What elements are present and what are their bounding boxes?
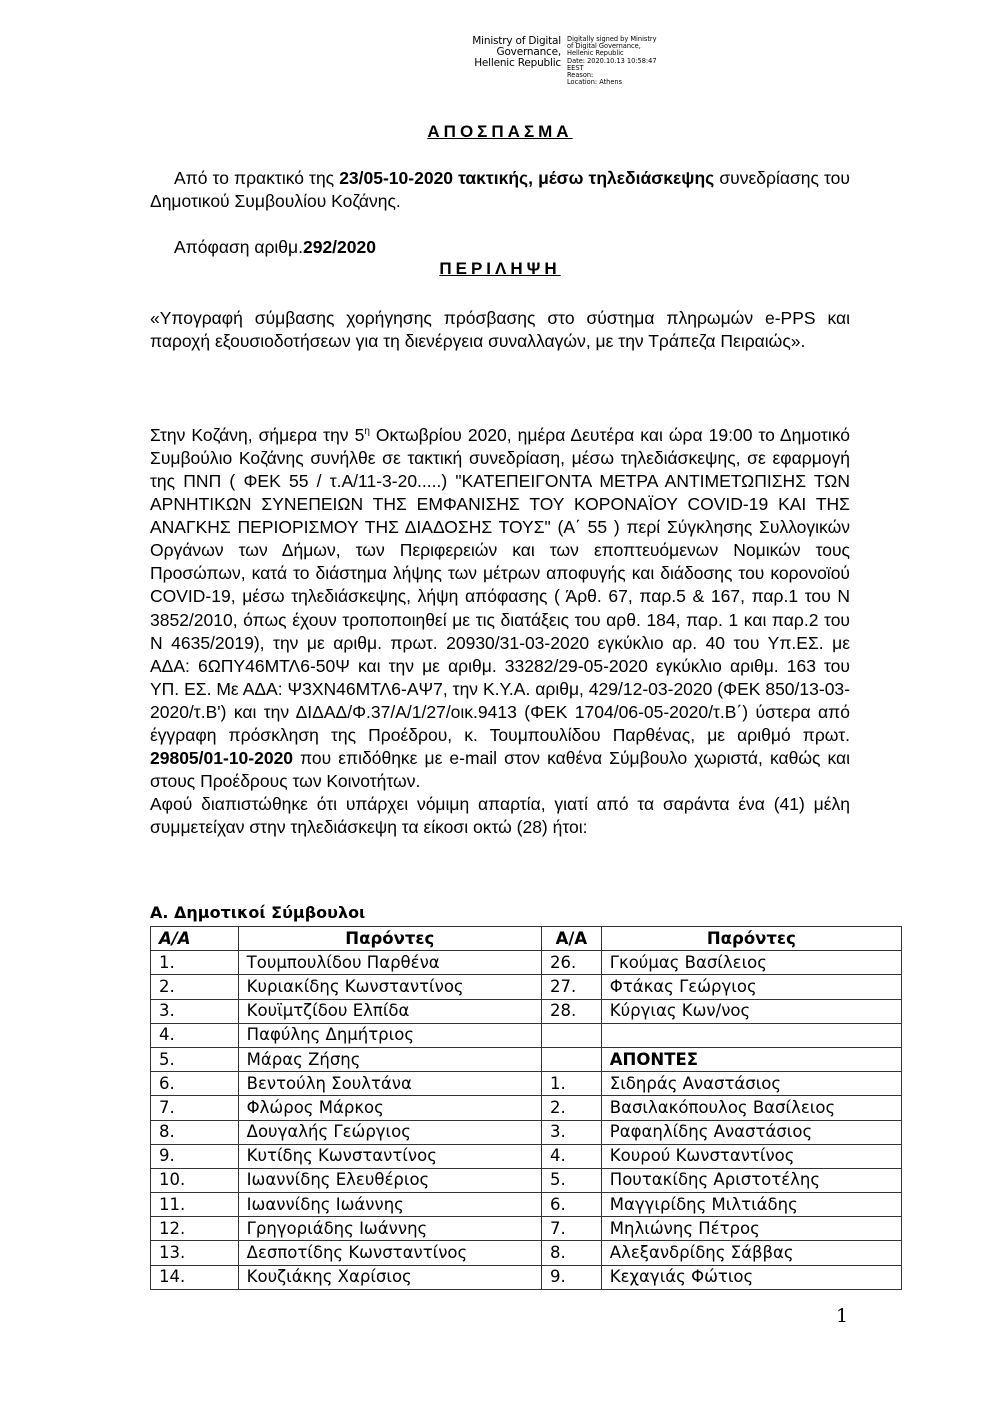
table-row — [151, 1023, 902, 1047]
header-present-left: Παρόντες — [238, 927, 541, 951]
signature-organization: Ministry of Digital Governance, Hellenic Republic — [472, 35, 561, 69]
row-number-left: 1. — [151, 951, 239, 975]
row-number-left: 4. — [151, 1023, 239, 1047]
member-name-present: Κυτίδης Κωνσταντίνος — [238, 1144, 541, 1168]
table-row — [151, 1217, 902, 1241]
body-paragraph: Στην Κοζάνη, σήμερα την $5^\eta$ Οκτωβρίου 2020, ημέρα Δευτέρα και ώρα 19:00 το Δημοτικό Συμβούλιο Κοζάνης συνήλθε σε τακτική συνεδρίαση, μέσω τηλεδιάσκεψης, σε εφαρμογή της ΠΝΠ ( ΦΕΚ 55 / τ.Α/11-3-20.....) "ΚΑΤΕΠΕΙΓΟΝΤΑ ΜΕΤΡΑ ΑΝΤΙΜΕΤΩΠΙΣΗΣ ΤΩΝ ΑΡΝΗΤΙΚΩΝ ΣΥΝΕΠΕΙΩΝ ΤΗΣ ΕΜΦΑΝΙΣΗΣ ΤΟΥ ΚΟΡΟΝΑΪΟΥ COVID-19 ΚΑΙ ΤΗΣ ΑΝΑΓΚΗΣ ΠΕΡΙΟΡΙΣΜΟΥ ΤΗΣ ΔΙΑΔΟΣΗΣ ΤΟΥΣ" (Α΄ 55 ) περί Σύγκλησης Συλλογικών Οργάνων των Δήμων, των Περιφερειών και των εποπτευόμενων Νομικών τους Προσώπων, κατά το διάστημα λήψης των μέτρων αποφυγής και διάδοσης του κορονοϊού COVID-19, μέσω τηλεδιάσκεψης, λήψη απόφασης ( Άρθ. 67, παρ.5 & 167, παρ.1 του Ν 3852/2010, όπως έχουν τροποποιηθεί με τις διατάξεις του αρθ. 184, παρ. 1 και παρ.2 του Ν 4635/2019), την με αριθμ. πρωτ. 20930/31-03-2020 εγκύκλιο αρ. 40 του Υπ.ΕΣ. με ΑΔΑ: 6ΩΠΥ46ΜΤΛ6-50Ψ και την με αριθμ. 33282/29-05-2020 εγκύκλιο αριθμ. 163 του ΥΠ. ΕΣ. Με ΑΔΑ: Ψ3ΧΝ46ΜΤΛ6-ΑΨ7, την Κ.Υ.Α. αριθμ, 429/12-03-2020 (ΦΕΚ 850/13-03-2020/τ.Β') και την ΔΙΔΑΔ/Φ.37/Α/1/27/οικ.9413 (ΦΕΚ 1704/06-05-2020/τ.Β΄) ύστερα από έγγραφη πρόσκληση της Προέδρου, κ. Τουμπουλίδου Παρθένας, με αριθμό πρωτ. 29805/01-10-2020 που επιδόθηκε με e-mail στον καθένα Σύμβουλο χωριστά, καθώς και στους Προέδρους των Κοινοτήτων. Αφού διαπιστώθηκε ότι υπάρχει νόμιμη απαρτία, γιατί από τα σαράντα ένα (41) μέλη συμμετείχαν στην τηλεδιάσκεψη τα είκοσι οκτώ (28) ήτοι: — [150, 424, 850, 838]
absent-heading: ΑΠΟΝΤΕΣ — [601, 1047, 901, 1071]
row-number-left: 9. — [151, 1144, 239, 1168]
row-number-right: 6. — [541, 1193, 601, 1217]
member-name-right: Κεχαγιάς Φώτιος — [601, 1265, 901, 1289]
document-heading: ΑΠΟΣΠΑΣΜΑ — [427, 122, 573, 141]
row-number-right: 3. — [541, 1120, 601, 1144]
member-name-present: Μάρας Ζήσης — [238, 1047, 541, 1071]
member-name-present: Δουγαλής Γεώργιος — [238, 1120, 541, 1144]
member-name-present: Παφύλης Δημήτριος — [238, 1023, 541, 1047]
row-number-left: 2. — [151, 975, 239, 999]
row-number-right: 28. — [541, 999, 601, 1023]
member-name-right: Κύργιας Κων/νος — [601, 999, 901, 1023]
member-name-present: Ιωαννίδης Ελευθέριος — [238, 1168, 541, 1192]
member-name-right: Γκούμας Βασίλειος — [601, 951, 901, 975]
row-number-right: 27. — [541, 975, 601, 999]
row-number-right — [541, 1023, 601, 1047]
meeting-reference: 23/05-10-2020 τακτικής, μέσω τηλεδιάσκεψης — [339, 168, 715, 188]
decision-number: Απόφαση αριθμ.292/2020 — [174, 237, 376, 257]
member-name-present: Γρηγοριάδης Ιωάννης — [238, 1217, 541, 1241]
member-name-present: Κουζιάκης Χαρίσιος — [238, 1265, 541, 1289]
table-row — [151, 1265, 902, 1289]
members-table — [150, 926, 902, 1290]
table-row — [151, 1047, 902, 1071]
table-header-row — [151, 927, 902, 951]
row-number-right — [541, 1047, 601, 1071]
member-name-right: Μαγγιρίδης Μιλτιάδης — [601, 1193, 901, 1217]
table-row — [151, 1144, 902, 1168]
member-name-present: Κυριακίδης Κωνσταντίνος — [238, 975, 541, 999]
row-number-left: 14. — [151, 1265, 239, 1289]
row-number-right: 1. — [541, 1072, 601, 1096]
row-number-left: 6. — [151, 1072, 239, 1096]
member-name-present: Κουϊμτζίδου Ελπίδα — [238, 999, 541, 1023]
table-row — [151, 1072, 902, 1096]
row-number-right: 9. — [541, 1265, 601, 1289]
member-name-right: Σιδηράς Αναστάσιος — [601, 1072, 901, 1096]
members-table-body — [151, 951, 902, 1290]
member-name-present: Τουμπουλίδου Παρθένα — [238, 951, 541, 975]
protocol-number: 29805/01-10-2020 — [150, 748, 294, 769]
row-number-left: 12. — [151, 1217, 239, 1241]
header-present-right: Παρόντες — [601, 927, 901, 951]
member-name-present: Βεντούλη Σουλτάνα — [238, 1072, 541, 1096]
signature-details: Digitally signed by Ministry of Digital Governance, Hellenic Republic Date: 2020.10.13 10:58:47 EEST Reason: Location: Athens — [567, 35, 657, 87]
members-section-title: Α. Δημοτικοί Σύμβουλοι — [150, 903, 366, 922]
row-number-left: 3. — [151, 999, 239, 1023]
row-number-right: 7. — [541, 1217, 601, 1241]
header-aa-left: Α/Α — [151, 927, 239, 951]
row-number-right: 8. — [541, 1241, 601, 1265]
row-number-left: 8. — [151, 1120, 239, 1144]
member-name-present: Δεσποτίδης Κωνσταντίνος — [238, 1241, 541, 1265]
digital-signature-block — [469, 36, 677, 86]
table-row — [151, 999, 902, 1023]
row-number-right: 2. — [541, 1096, 601, 1120]
row-number-left: 7. — [151, 1096, 239, 1120]
table-row — [151, 951, 902, 975]
table-row — [151, 1168, 902, 1192]
row-number-right: 26. — [541, 951, 601, 975]
member-name-right: Μηλιώνης Πέτρος — [601, 1217, 901, 1241]
table-row — [151, 1096, 902, 1120]
row-number-left: 10. — [151, 1168, 239, 1192]
row-number-left: 5. — [151, 1047, 239, 1071]
row-number-right: 4. — [541, 1144, 601, 1168]
member-name-right: Φτάκας Γεώργιος — [601, 975, 901, 999]
table-row — [151, 1241, 902, 1265]
intro-paragraph: Από το πρακτικό της 23/05-10-2020 τακτικής, μέσω τηλεδιάσκεψης συνεδρίασης του Δημοτικού Συμβουλίου Κοζάνης. — [150, 168, 850, 211]
summary-heading: ΠΕΡΙΛΗΨΗ — [439, 259, 561, 278]
member-name-right: Πουτακίδης Αριστοτέλης — [601, 1168, 901, 1192]
row-number-left: 11. — [151, 1193, 239, 1217]
table-row — [151, 1120, 902, 1144]
row-number-right: 5. — [541, 1168, 601, 1192]
member-name-right: Ραφαηλίδης Αναστάσιος — [601, 1120, 901, 1144]
header-aa-right: Α/Α — [541, 927, 601, 951]
member-name-right — [601, 1023, 901, 1047]
quorum-text: Αφού διαπιστώθηκε ότι υπάρχει νόμιμη απαρτία, γιατί από τα σαράντα ένα (41) μέλη συμμετείχαν στην τηλεδιάσκεψη τα είκοσι οκτώ (28) ήτοι: — [150, 794, 850, 838]
page-number: 1 — [836, 1305, 849, 1327]
member-name-present: Φλώρος Μάρκος — [238, 1096, 541, 1120]
table-row — [151, 975, 902, 999]
member-name-right: Αλεξανδρίδης Σάββας — [601, 1241, 901, 1265]
table-row — [151, 1193, 902, 1217]
member-name-present: Ιωαννίδης Ιωάννης — [238, 1193, 541, 1217]
row-number-left: 13. — [151, 1241, 239, 1265]
summary-text: «Υπογραφή σύμβασης χορήγησης πρόσβασης στο σύστημα πληρωμών e-PPS και παροχή εξουσιοδοτήσεων για τη διενέργεια συναλλαγών, με την Τράπεζα Πειραιώς». — [150, 308, 850, 351]
member-name-right: Βασιλακόπουλος Βασίλειος — [601, 1096, 901, 1120]
member-name-right: Κουρού Κωνσταντίνος — [601, 1144, 901, 1168]
